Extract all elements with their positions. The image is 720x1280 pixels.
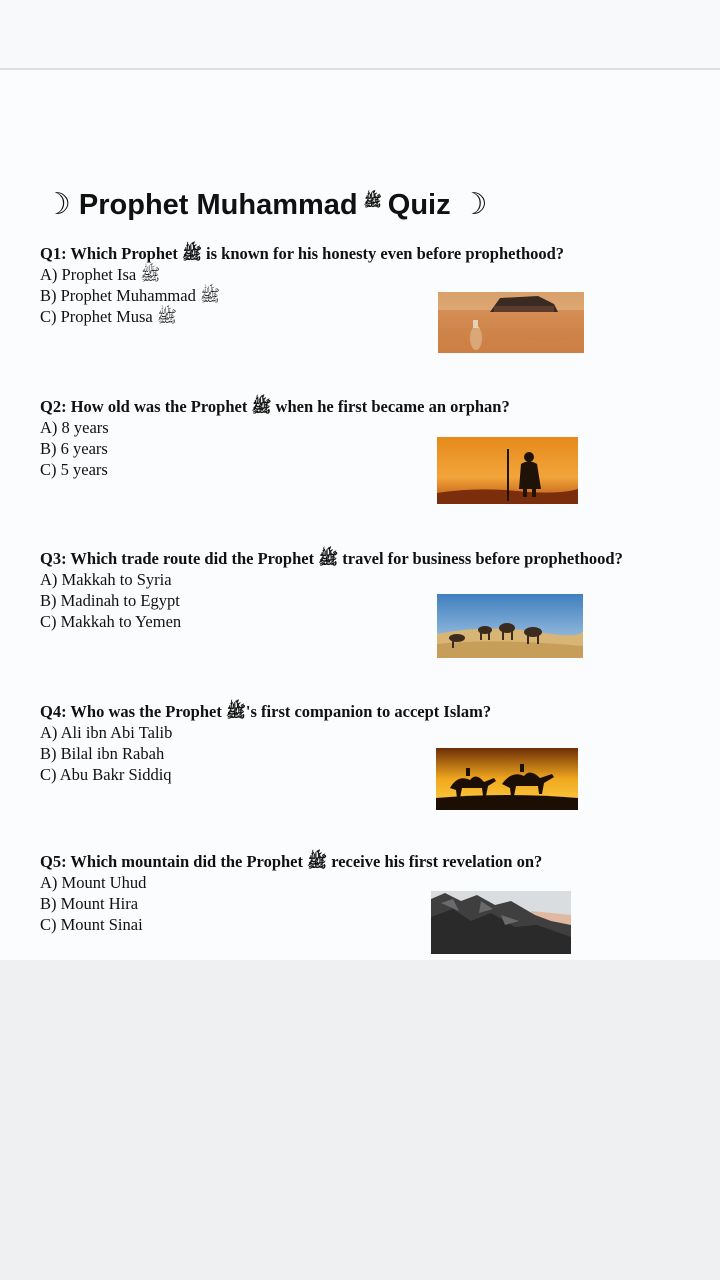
answer-option-b[interactable]: B) Mount Hira xyxy=(40,894,139,913)
question-block-5 xyxy=(40,851,705,935)
question-text: Q4: Who was the Prophet ﷺ's first companion to accept Islam? xyxy=(40,702,492,721)
page-title xyxy=(44,185,488,225)
answer-option-a[interactable]: A) Makkah to Syria xyxy=(40,570,172,589)
caravan-desert-image xyxy=(437,594,583,658)
title-text-quiz: Quiz xyxy=(387,188,451,221)
shepherd-sunset-image xyxy=(437,437,578,504)
answer-option-c[interactable]: C) 5 years xyxy=(40,460,108,479)
answer-option-b[interactable]: B) Madinah to Egypt xyxy=(40,591,180,610)
question-text: Q2: How old was the Prophet ﷺ when he first became an orphan? xyxy=(40,397,510,416)
camels-sunset-image xyxy=(436,748,578,810)
answer-option-b[interactable]: B) Bilal ibn Rabah xyxy=(40,744,165,763)
answer-option-a[interactable]: A) Prophet Isa ﷺ xyxy=(40,265,161,284)
question-block-2 xyxy=(40,396,705,480)
desert-tent-camel-image xyxy=(438,292,584,353)
answer-option-c[interactable]: C) Makkah to Yemen xyxy=(40,612,182,631)
question-text: Q1: Which Prophet ﷺ is known for his honesty even before prophethood? xyxy=(40,244,565,263)
salawat-symbol: ﷺ xyxy=(363,193,382,210)
answer-option-a[interactable]: A) Mount Uhud xyxy=(40,873,147,892)
question-block-3 xyxy=(40,548,705,632)
crescent-moon-icon: ☽ xyxy=(460,188,488,221)
answer-option-b[interactable]: B) 6 years xyxy=(40,439,108,458)
answer-option-c[interactable]: C) Abu Bakr Siddiq xyxy=(40,765,172,784)
crescent-moon-icon: ☽ xyxy=(44,188,71,221)
question-block-4 xyxy=(40,701,705,785)
answer-option-a[interactable]: A) Ali ibn Abi Talib xyxy=(40,723,173,742)
rocky-mountain-image xyxy=(431,891,571,954)
answer-option-a[interactable]: A) 8 years xyxy=(40,418,109,437)
question-block-1 xyxy=(40,243,705,327)
top-bar xyxy=(0,0,720,70)
answer-option-c[interactable]: C) Prophet Musa ﷺ xyxy=(40,307,177,326)
answer-option-b[interactable]: B) Prophet Muhammad ﷺ xyxy=(40,286,220,305)
answer-option-c[interactable]: C) Mount Sinai xyxy=(40,915,143,934)
question-text: Q5: Which mountain did the Prophet ﷺ receive his first revelation on? xyxy=(40,852,543,871)
question-text: Q3: Which trade route did the Prophet ﷺ travel for business before prophethood? xyxy=(40,549,623,568)
title-text-main: Prophet Muhammad xyxy=(78,188,358,221)
